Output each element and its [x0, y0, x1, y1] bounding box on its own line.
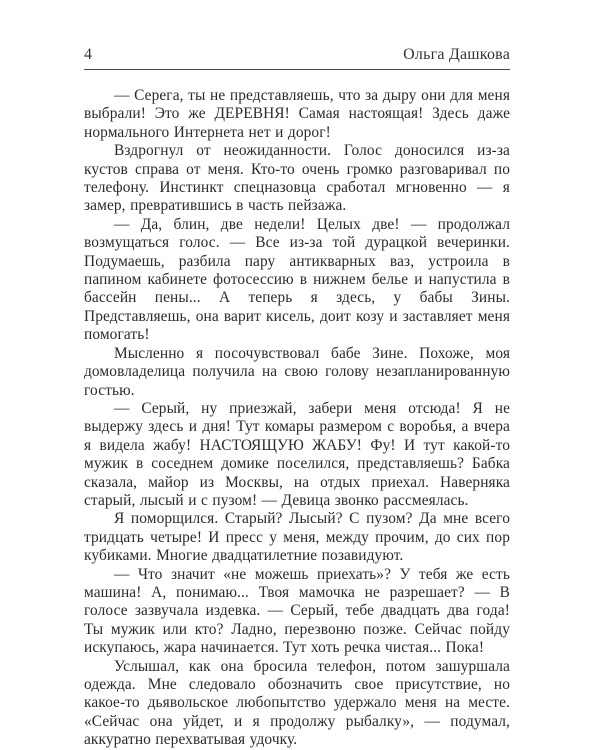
header-rule: [84, 69, 510, 70]
paragraph: Вздрогнул от неожиданности. Голос доносился из-за кустов справа от меня. Кто-то очень громко разговаривал по телефону. Инстинкт спецназовца сработал мгновенно — я замер, превратившись в часть пейзажа.: [84, 142, 510, 215]
paragraph: Услышал, как она бросила телефон, потом зашуршала одежда. Мне следовало обозначить свое присутствие, но какое-то дьявольское любопытство удержало меня на месте. «Сейчас она уйдет, и я продолжу рыбалку», — подумал, аккуратно перехватывая удочку.: [84, 657, 510, 749]
paragraph: — Серый, ну приезжай, забери меня отсюда! Я не выдержу здесь и дня! Тут комары размером с воробья, а вчера я видела жабу! НАСТОЯЩУЮ ЖАБУ! Фу! И тут какой-то мужик в соседнем домике поселился, представляешь? Бабка сказала, майор из Москвы, на отдых приехал. Наверняка старый, лысый и с пузом! — Девица звонко рассмеялась.: [84, 399, 510, 509]
paragraph: — Что значит «не можешь приехать»? У тебя же есть машина! А, понимаю... Твоя мамочка не разрешает? — В голосе зазвучала издевка. — Серый, тебе двадцать два года! Ты мужик или кто? Ладно, перезвоню позже. Сейчас пойду искупаюсь, жара начинается. Тут хоть речка чистая... Пока!: [84, 565, 510, 657]
paragraph: Я поморщился. Старый? Лысый? С пузом? Да мне всего тридцать четыре! И пресс у меня, между прочим, до сих пор кубиками. Многие двадцатилетние позавидуют.: [84, 510, 510, 565]
page-number: 4: [84, 46, 93, 63]
paragraph: — Серега, ты не представляешь, что за дыру они для меня выбрали! Это же ДЕРЕВНЯ! Самая настоящая! Здесь даже нормального Интернета нет и дорог!: [84, 87, 510, 141]
running-header-author: Ольга Дашкова: [403, 46, 510, 63]
paragraph: — Да, блин, две недели! Целых две! — продолжал возмущаться голос. — Все из-за той дурацкой вечеринки. Подумаешь, разбила пару антикварных ваз, устроила в папином кабинете фотосессию в нижнем белье и напустила в бассейн пены... А теперь я здесь, у бабы Зины. Представляешь, она варит кисель, доит козу и заставляет меня помогать!: [84, 215, 510, 344]
page-body: [84, 87, 510, 750]
paragraph: Мысленно я посочувствовал бабе Зине. Похоже, моя домовладелица получила на свою голову незапланированную гостью.: [84, 344, 510, 399]
running-header: [84, 46, 510, 69]
